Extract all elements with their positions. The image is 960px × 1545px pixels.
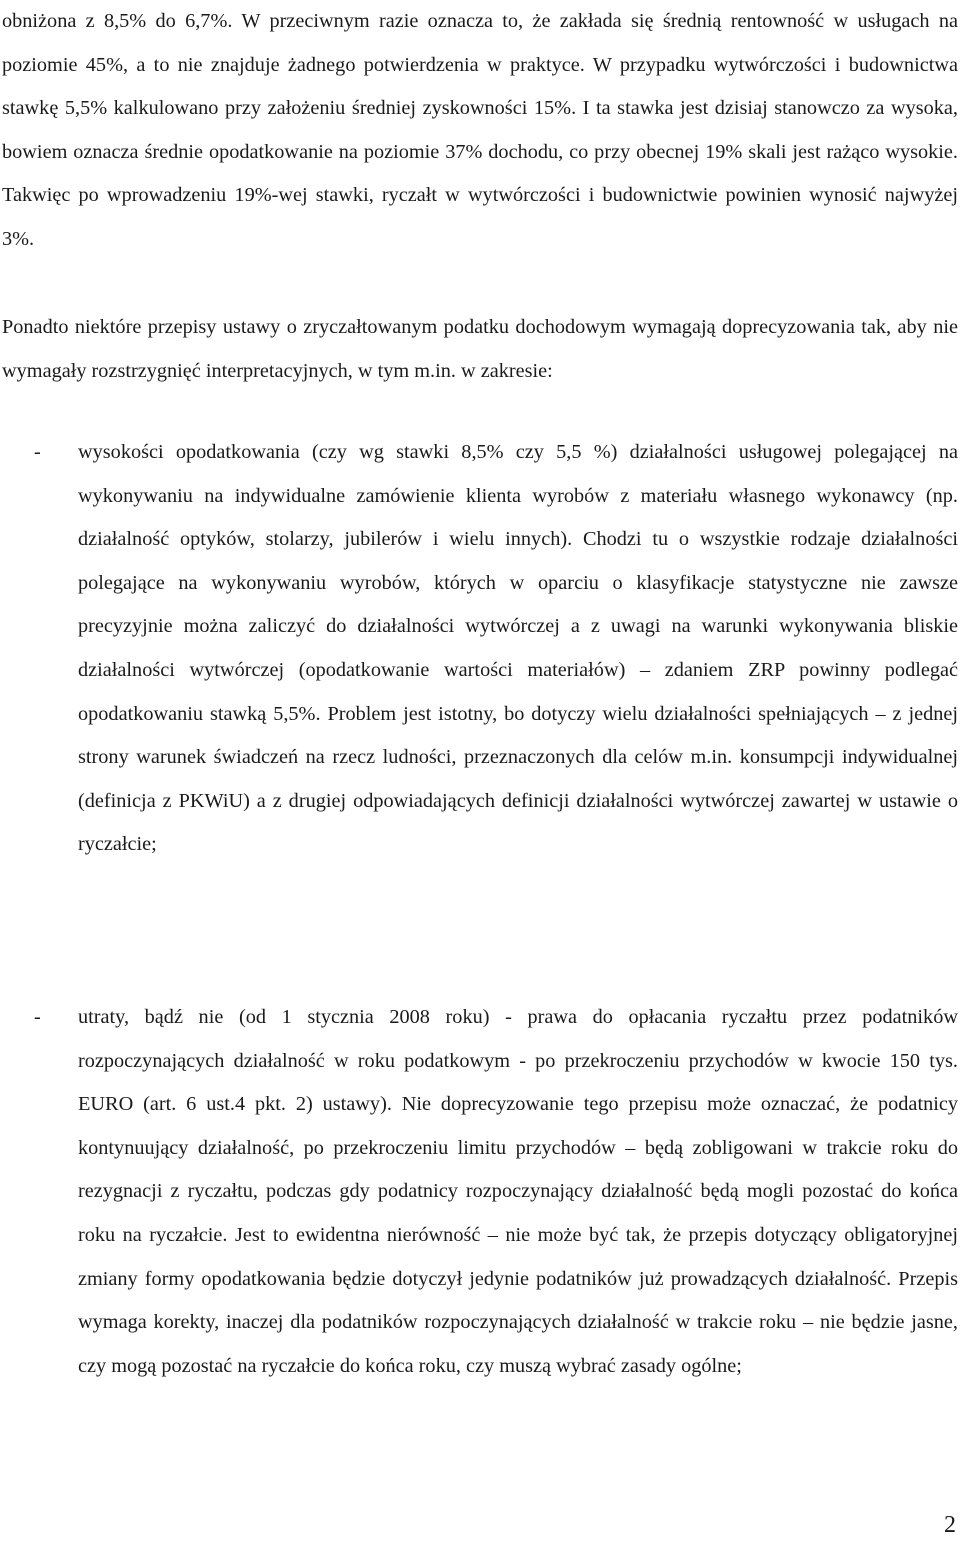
paragraph-rates: obniżona z 8,5% do 6,7%. W przeciwnym razie oznacza to, że zakłada się średnią rentowność w usługach na poziomie 45%, a to nie znajduje żadnego potwierdzenia w praktyce. W przypadku wytwórczości i budownictwa stawkę 5,5% kalkulowano przy założeniu średniej zyskowności 15%. I ta stawka jest dzisiaj stanowczo za wysoka, bowiem oznacza średnie opodatkowanie na poziomie 37% dochodu, co przy obecnej 19% skali jest rażąco wysokie. Takwięc po wprowadzeniu 19%-wej stawki, ryczałt w wytwórczości i budownictwie powinien wynosić najwyżej 3%. bbox=[2, 10, 958, 250]
paragraph-intro-list: Ponadto niektóre przepisy ustawy o zryczałtowanym podatku dochodowym wymagają doprecyzowania tak, aby nie wymagały rozstrzygnięć interpretacyjnych, w tym m.in. w zakresie: bbox=[2, 316, 958, 382]
list-item bbox=[2, 431, 958, 867]
list-item-text: wysokości opodatkowania (czy wg stawki 8,5% czy 5,5 %) działalności usługowej polegającej na wykonywaniu na indywidualne zamówienie klienta wyrobów z materiału własnego wykonawcy (np. działalność optyków, stolarzy, jubilerów i wielu innych). Chodzi tu o wszystkie rodzaje działalności polegające na wykonywaniu wyrobów, których w oparciu o klasyfikacje statystyczne nie zawsze precyzyjnie można zaliczyć do działalności wytwórczej a z uwagi na warunki wykonywania bliskie działalności wytwórczej (opodatkowanie wartości materiałów) – zdaniem ZRP powinny podlegać opodatkowaniu stawką 5,5%. Problem jest istotny, bo dotyczy wielu działalności spełniających – z jednej strony warunek świadczeń na rzecz ludności, przeznaczonych dla celów m.in. konsumpcji indywidualnej (definicja z PKWiU) a z drugiej odpowiadających definicji działalności wytwórczej zawartej w ustawie o ryczałcie; bbox=[78, 441, 958, 856]
list-item bbox=[2, 996, 958, 1388]
list-bullet: - bbox=[34, 1006, 41, 1028]
list-bullet: - bbox=[34, 441, 41, 463]
page-number: 2 bbox=[944, 1512, 956, 1538]
list-item-text: utraty, bądź nie (od 1 stycznia 2008 roku) - prawa do opłacania ryczałtu przez podatników rozpoczynających działalność w roku podatkowym - po przekroczeniu przychodów w kwocie 150 tys. EURO (art. 6 ust.4 pkt. 2) ustawy). Nie doprecyzowanie tego przepisu może oznaczać, że podatnicy kontynuujący działalność, po przekroczeniu limitu przychodów – będą zobligowani w trakcie roku do rezygnacji z ryczałtu, podczas gdy podatnicy rozpoczynający działalność będą mogli pozostać do końca roku na ryczałcie. Jest to ewidentna nierówność – nie może być tak, że przepis dotyczący obligatoryjnej zmiany formy opodatkowania będzie dotyczył jedynie podatników już prowadzących działalność. Przepis wymaga korekty, inaczej dla podatników rozpoczynających działalność w trakcie roku – nie będzie jasne, czy mogą pozostać na ryczałcie do końca roku, czy muszą wybrać zasady ogólne; bbox=[78, 1006, 958, 1377]
